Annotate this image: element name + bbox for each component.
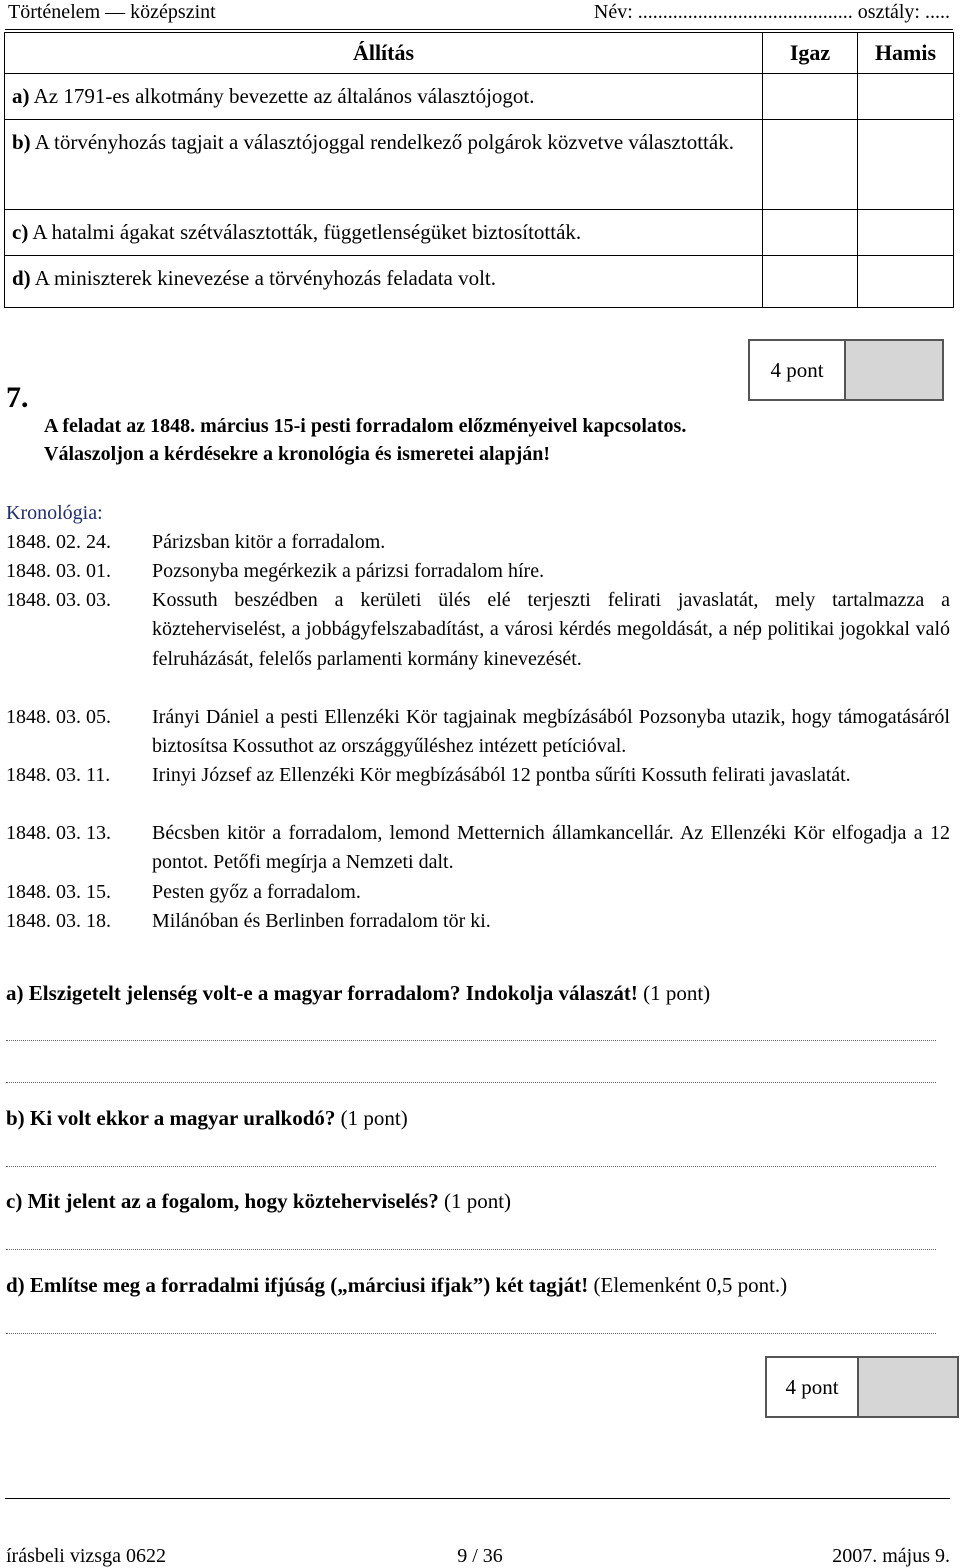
question-text: a) Elszigetelt jelenség volt-e a magyar forradalom? Indokolja válaszát! xyxy=(6,981,638,1005)
answer-line[interactable] xyxy=(6,1166,936,1167)
chronology-date: 1848. 03. 05. xyxy=(6,706,111,728)
chronology-text: Bécsben kitör a forradalom, lemond Metternich államkancellár. Az Ellenzéki Kör elfogadja a 12 pontot. Petőfi megírja a Nemzeti dalt. xyxy=(152,822,950,874)
statement-text: A miniszterek kinevezése a törvényhozás feladata volt. xyxy=(34,266,497,290)
col-true: Igaz xyxy=(763,33,858,74)
chronology-title: Kronológia: xyxy=(6,502,103,524)
true-answer-cell[interactable] xyxy=(763,210,858,256)
footer-date: 2007. május 9. xyxy=(832,1545,950,1567)
question-d xyxy=(6,1272,787,1298)
header-subject: Történelem — középszint xyxy=(8,1,216,23)
task-number: 7. xyxy=(6,381,29,414)
question-b xyxy=(6,1105,408,1131)
false-answer-cell[interactable] xyxy=(858,74,954,120)
question-points: (1 pont) xyxy=(335,1106,408,1130)
table-header-row xyxy=(5,33,954,74)
question-text: d) Említse meg a forradalmi ifjúság („márciusi ifjak”) két tagját! xyxy=(6,1273,589,1297)
chronology-text: Milánóban és Berlinben forradalom tör ki. xyxy=(152,910,491,932)
col-false: Hamis xyxy=(858,33,954,74)
footer-divider xyxy=(5,1498,950,1499)
footer-page-number: 9 / 36 xyxy=(457,1545,503,1567)
true-answer-cell[interactable] xyxy=(763,120,858,210)
true-answer-cell[interactable] xyxy=(763,256,858,308)
question-points: (1 pont) xyxy=(637,981,711,1005)
chronology-entry xyxy=(6,703,950,762)
table-row xyxy=(5,74,954,120)
row-letter: b) xyxy=(12,130,31,154)
points-box xyxy=(765,1356,959,1418)
statement-text: A hatalmi ágakat szétválasztották, függetlenségüket biztosították. xyxy=(32,220,582,244)
row-letter: c) xyxy=(12,220,29,244)
col-statement: Állítás xyxy=(5,33,763,74)
true-answer-cell[interactable] xyxy=(763,74,858,120)
chronology-text: Pozsonyba megérkezik a párizsi forradalom híre. xyxy=(152,560,545,582)
points-label: 4 pont xyxy=(785,1374,839,1399)
statement-cell xyxy=(5,120,763,210)
chronology-text: Irányi Dániel a pesti Ellenzéki Kör tagjainak megbízásából Pozsonyba utazik, hogy támogatásáról biztosítsa Kossuthot az országgyűléshez intézett petícióval. xyxy=(152,706,950,758)
answer-line[interactable] xyxy=(6,1040,936,1041)
chronology-date: 1848. 02. 24. xyxy=(6,531,111,553)
chronology-entry xyxy=(6,586,950,674)
false-answer-cell[interactable] xyxy=(858,120,954,210)
chronology-entry xyxy=(6,761,950,790)
task-title-line: A feladat az 1848. március 15-i pesti forradalom előzményeivel kapcsolatos. xyxy=(44,415,687,437)
statement-cell xyxy=(5,256,763,308)
question-text: c) Mit jelent az a fogalom, hogy közteherviselés? xyxy=(6,1189,439,1213)
question-text: b) Ki volt ekkor a magyar uralkodó? xyxy=(6,1106,336,1130)
statement-text: A törvényhozás tagjait a választójoggal rendelkező polgárok közvetve választották. xyxy=(34,130,734,154)
chronology-entry xyxy=(6,819,950,878)
question-c xyxy=(6,1188,511,1214)
statement-text: Az 1791-es alkotmány bevezette az általános választójogot. xyxy=(33,84,535,108)
header-name-class: Név: ........................................... osztály: ..... xyxy=(593,1,950,23)
chronology-text: Párizsban kitör a forradalom. xyxy=(152,531,386,553)
chronology-date: 1848. 03. 13. xyxy=(6,822,111,844)
chronology-entry xyxy=(6,878,950,907)
points-box xyxy=(748,339,944,401)
false-answer-cell[interactable] xyxy=(858,210,954,256)
chronology-entry xyxy=(6,528,950,557)
question-a xyxy=(6,980,710,1006)
question-points: (Elemenként 0,5 pont.) xyxy=(588,1273,788,1297)
chronology-entry xyxy=(6,557,950,586)
false-answer-cell[interactable] xyxy=(858,256,954,308)
chronology-date: 1848. 03. 01. xyxy=(6,560,111,582)
row-letter: a) xyxy=(12,84,30,108)
answer-line[interactable] xyxy=(6,1082,936,1083)
footer-exam-code: írásbeli vizsga 0622 xyxy=(6,1545,166,1567)
answer-line[interactable] xyxy=(6,1249,936,1250)
score-field[interactable] xyxy=(844,341,942,399)
row-letter: d) xyxy=(12,266,31,290)
chronology-date: 1848. 03. 15. xyxy=(6,881,111,903)
statement-cell xyxy=(5,210,763,256)
chronology-text: Irinyi József az Ellenzéki Kör megbízásából 12 pontba sűríti Kossuth felirati javaslatát. xyxy=(152,764,851,786)
chronology-entry xyxy=(6,907,950,936)
header-divider xyxy=(5,29,953,30)
chronology-text: Kossuth beszédben a kerületi ülés elé terjeszti felirati javaslatát, mely tartalmazza a közteherviselést, a jobbágyfelszabadítást, a városi kérdés megoldását, a nép politikai jogokkal való felruházását, felelős parlamenti kormány kinevezését. xyxy=(152,589,950,670)
table-row xyxy=(5,210,954,256)
table-row xyxy=(5,256,954,308)
statement-cell xyxy=(5,74,763,120)
true-false-table xyxy=(4,32,954,308)
task-title xyxy=(44,412,904,468)
chronology-text: Pesten győz a forradalom. xyxy=(152,881,361,903)
chronology-date: 1848. 03. 11. xyxy=(6,764,111,786)
chronology-date: 1848. 03. 18. xyxy=(6,910,111,932)
chronology-date: 1848. 03. 03. xyxy=(6,589,111,611)
question-points: (1 pont) xyxy=(438,1189,512,1213)
answer-line[interactable] xyxy=(6,1333,936,1334)
task-title-line: Válaszoljon a kérdésekre a kronológia és ismeretei alapján! xyxy=(44,443,551,465)
points-label: 4 pont xyxy=(770,357,824,382)
table-row xyxy=(5,120,954,210)
score-field[interactable] xyxy=(857,1358,957,1416)
